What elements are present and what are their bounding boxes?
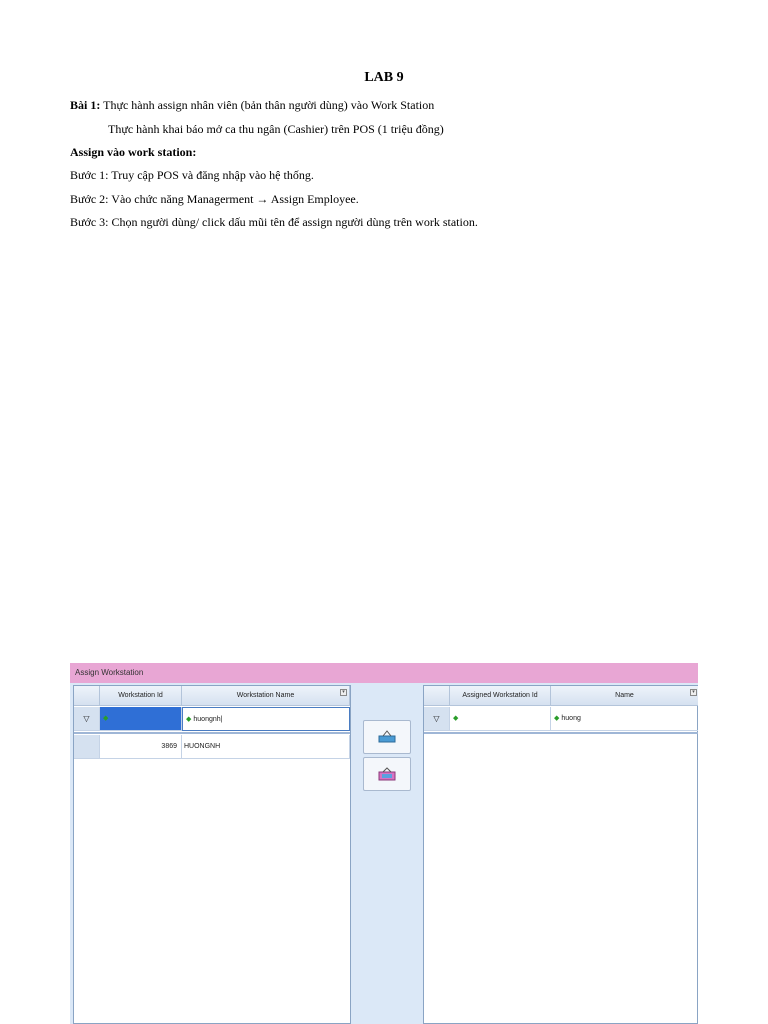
filter-name[interactable]: ◆ huong [551,707,698,731]
filter-condition-icon[interactable]: ◆ [554,715,560,722]
column-chooser-icon[interactable]: ▾ [340,689,347,696]
row-header[interactable] [74,735,100,759]
exercise-text: Thực hành assign nhân viên (bản thân người dùng) vào Work Station [100,98,435,112]
filter-row-icon: ▽ [74,707,100,731]
step-3: Bước 3: Chọn người dùng/ click dấu mũi tên để assign người dùng trên work station. [70,215,478,229]
table-cell-workstation-id[interactable]: 3869 [100,735,182,759]
document-title: LAB 9 [364,70,404,85]
exercise-line [70,97,434,113]
row-header-corner [74,686,100,706]
column-header-assigned-workstation-id[interactable]: Assigned Workstation Id [450,686,551,706]
close-sign-icon [378,767,396,781]
column-chooser-icon[interactable]: ▾ [690,689,697,696]
assign-workstation-window [70,663,698,1024]
window-titlebar: Assign Workstation [70,663,698,683]
workstation-grid [73,685,351,1024]
assign-button[interactable] [363,720,411,754]
unassign-button[interactable] [363,757,411,791]
column-header-name[interactable]: Name [551,686,698,706]
filter-separator [74,732,350,734]
assign-arrow-icon [378,730,396,744]
filter-condition-icon[interactable]: ◆ [186,716,192,723]
table-cell-workstation-name[interactable]: HUONGNH [182,735,350,759]
exercise-subline: Thực hành khai báo mở ca thu ngân (Cashier) trên POS (1 triệu đồng) [108,122,444,136]
assigned-workstation-grid [423,685,698,1024]
filter-workstation-name[interactable]: ◆ huongnh| [182,707,350,731]
step-2: Bước 2: Vào chức năng Managerment → Assign Employee. [70,192,359,206]
column-header-workstation-id[interactable]: Workstation Id [100,686,182,706]
filter-condition-icon[interactable]: ◆ [103,715,109,722]
filter-workstation-id[interactable] [100,707,182,731]
filter-assigned-workstation-id[interactable] [450,707,551,731]
section-heading: Assign vào work station: [70,145,197,159]
exercise-label: Bài 1: [70,98,101,112]
filter-condition-icon[interactable]: ◆ [453,715,459,722]
row-header-corner [424,686,450,706]
filter-separator [424,732,698,734]
step-1: Bước 1: Truy cập POS và đăng nhập vào hệ thống. [70,168,314,182]
filter-row-icon: ▽ [424,707,450,731]
column-header-workstation-name[interactable]: Workstation Name [182,686,350,706]
